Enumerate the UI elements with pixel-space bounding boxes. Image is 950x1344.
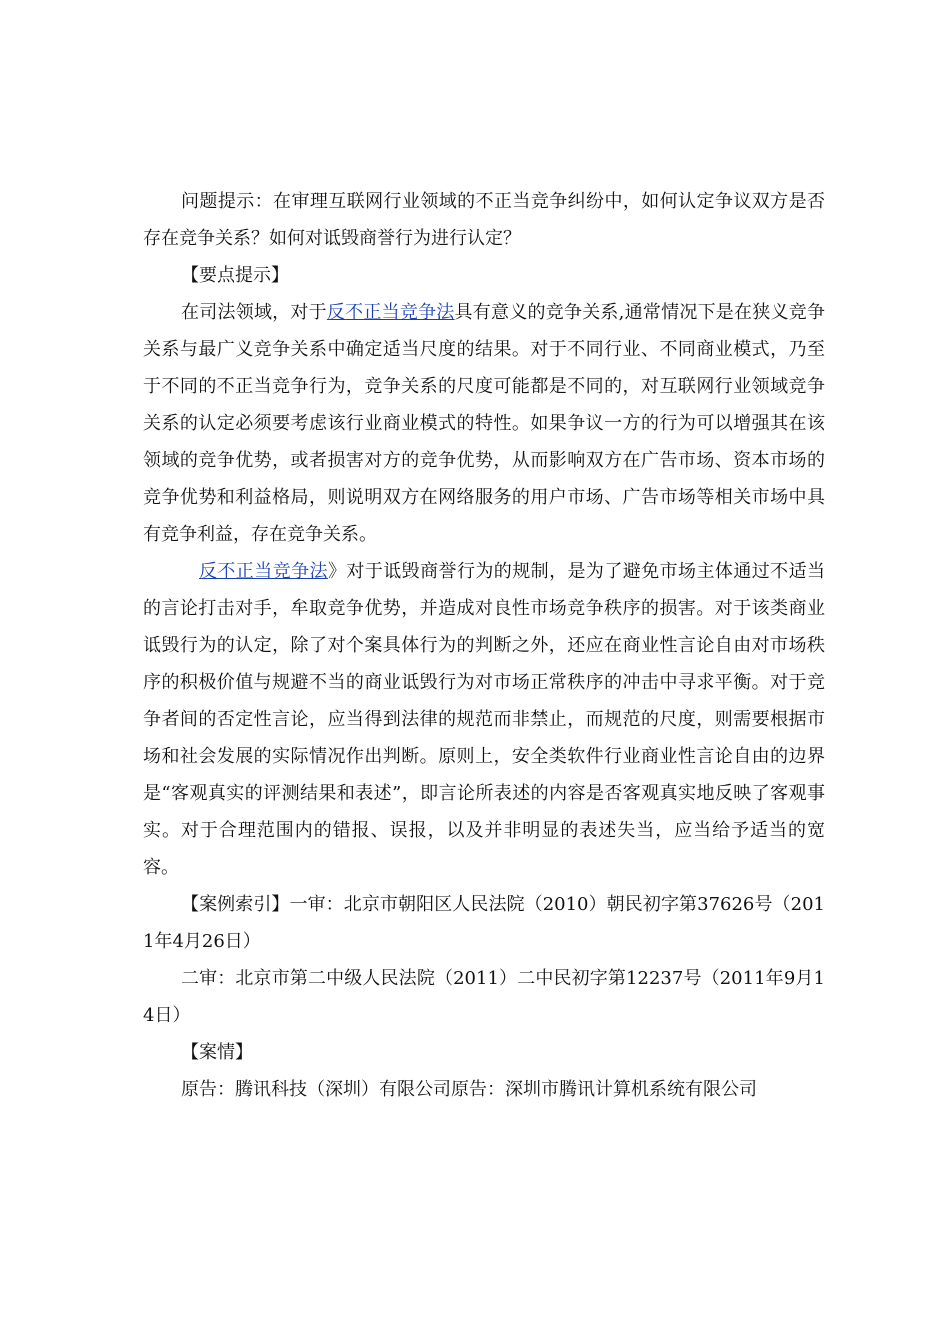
key-points-paragraph-1 (143, 294, 825, 553)
key-points-heading: 【要点提示】 (181, 265, 289, 286)
case-heading: 【案情】 (181, 1042, 253, 1063)
para2-text-rest: 》对于诋毁商誉行为的规制，是为了避免市场主体通过不适当的言论打击对手，牟取竞争优势，并造成对良性市场竞争秩序的损害。对于该类商业诋毁行为的认定，除了对个案具体行为的判断之外，还应在商业性言论自由对市场秩序的积极价值与规避不当的商业诋毁行为对市场正常秩序的冲击中寻求平衡。对于竞争者间的否定性言论，应当得到法律的规范而非禁止，而规范的尺度，则需要根据市场和社会发展的实际情况作出判断。原则上，安全类软件行业商业性言论自由的边界是“客观真实的评测结果和表述”，即言论所表述的内容是否客观真实地反映了客观事实。对于合理范围内的错报、误报，以及并非明显的表述失当，应当给予适当的宽容。 (143, 561, 826, 878)
anti-unfair-competition-law-link-2[interactable]: 反不正当竞争法 (199, 561, 328, 582)
document-body (143, 183, 825, 1108)
para1-text-rest: 具有意义的竞争关系,通常情况下是在狭义竞争关系与最广义竞争关系中确定适当尺度的结果。对于不同行业、不同商业模式，乃至于不同的不正当竞争行为，竞争关系的尺度可能都是不同的，对互联网行业领域竞争关系的认定必须要考虑该行业商业模式的特性。如果争议一方的行为可以增强其在该领域的竞争优势，或者损害对方的竞争优势，从而影响双方在广告市场、资本市场的竞争优势和利益格局，则说明双方在网络服务的用户市场、广告市场等相关市场中具有竞争利益，存在竞争关系。 (143, 302, 825, 545)
plaintiffs-line: 原告：腾讯科技（深圳）有限公司原告：深圳市腾讯计算机系统有限公司 (181, 1079, 757, 1100)
case-index: 【案例索引】一审：北京市朝阳区人民法院（2010）朝民初字第37626号（2011年4月26日） (143, 894, 825, 952)
second-trial-index: 二审：北京市第二中级人民法院（2011）二中民初字第12237号（2011年9月14日） (143, 968, 825, 1026)
para1-text-start: 在司法领域，对于 (181, 302, 327, 323)
anti-unfair-competition-law-link[interactable]: 反不正当竞争法 (326, 302, 455, 323)
question-prompt: 问题提示：在审理互联网行业领域的不正当竞争纠纷中，如何认定争议双方是否存在竞争关系？如何对诋毁商誉行为进行认定？ (143, 191, 825, 249)
key-points-paragraph-2 (143, 553, 825, 886)
